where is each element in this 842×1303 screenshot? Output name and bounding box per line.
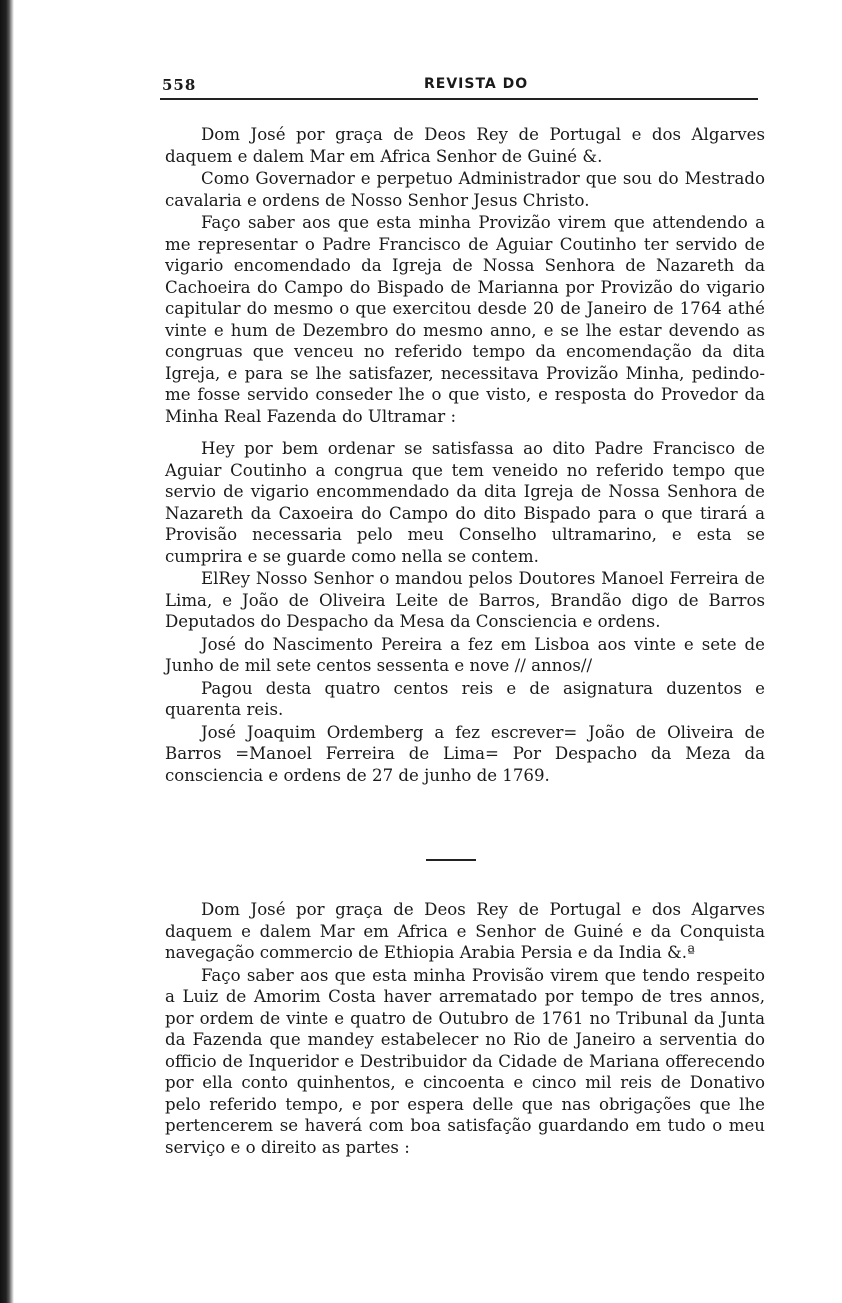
doc1-order: Hey por bem ordenar se satisfassa ao dito Padre Francisco de Aguiar Coutinho a congrua que tem veneido no referido tempo que servio de vigario encommendado da dita Igreja de Nossa Senhora de Nazareth da Caxoeira do Campo do dito Bispado para o que tirará a Provisão necessaria pelo meu Conselho ultramarino, e esta se cumprira e se guarde como nella se contem. [165,439,765,566]
doc1-salutation: Dom José por graça de Deos Rey de Portugal e dos Algarves daquem e dalem Mar em Africa Senhor de Guiné &. [165,125,765,166]
document-2 [165,899,765,1158]
running-title: REVISTA DO [424,76,529,92]
doc1-petition: Faço saber aos que esta minha Provizão virem que attendendo a me representar o Padre Francisco de Aguiar Coutinho ter servido de vigario encomendado da Igreja de Nossa Senhora de Nazareth da Cachoeira do Campo do Bispado de Marianna por Provizão do vigario capitular do mesmo o que exercitou desde 20 de Janeiro de 1764 athé vinte e hum de Dezembro do mesmo anno, e se lhe estar devendo as congruas que venceu no referido tempo da encomendação da dita Igreja, e para se lhe satisfazer, necessitava Provizão Minha, pedindo-me fosse servido conseder lhe o que visto, e resposta do Provedor da Minha Real Fazenda do Ultramar : [165,213,765,426]
page-header [162,76,758,100]
document-1 [165,124,765,786]
doc2-salutation: Dom José por graça de Deos Rey de Portugal e dos Algarves daquem e dalem Mar em Africa e Senhor de Guiné e da Conquista navegação commercio de Ethiopia Arabia Persia e da India &.ª [165,900,765,962]
doc1-mandate: ElRey Nosso Senhor o mandou pelos Doutores Manoel Ferreira de Lima, e João de Oliveira Leite de Barros, Brandão digo de Barros Deputados do Despacho da Mesa da Consciencia e ordens. [165,569,765,631]
doc1-fees: Pagou desta quatro centos reis e de asignatura duzentos e quarenta reis. [165,678,765,719]
section-separator [426,859,476,861]
doc1-scribe: José do Nascimento Pereira a fez em Lisboa aos vinte e sete de Junho de mil sete centos sessenta e nove // annos// [165,634,765,675]
page-number: 558 [162,76,197,94]
doc1-signatures: José Joaquim Ordemberg a fez escrever= João de Oliveira de Barros =Manoel Ferreira de Lima= Por Despacho da Meza da consciencia e ordens de 27 de junho de 1769. [165,722,765,785]
book-binding-edge [0,0,14,1303]
doc1-title: Como Governador e perpetuo Administrador que sou do Mestrado cavalaria e ordens de Nosso Senhor Jesus Christo. [165,169,765,210]
doc2-body: Faço saber aos que esta minha Provisão virem que tendo respeito a Luiz de Amorim Costa haver arrematado por tempo de tres annos, por ordem de vinte e quatro de Outubro de 1761 no Tribunal da Junta da Fazenda que mandey estabelecer no Rio de Janeiro a serventia do officio de Inqueridor e Destribuidor da Cidade de Mariana offerecendo por ella conto quinhentos, e cincoenta e cinco mil reis de Donativo pelo referido tempo, e por espera delle que nas obrigações que lhe pertencerem se haverá com boa satisfação guardando em tudo o meu serviço e o direito as partes : [165,965,765,1157]
header-rule [160,98,758,100]
